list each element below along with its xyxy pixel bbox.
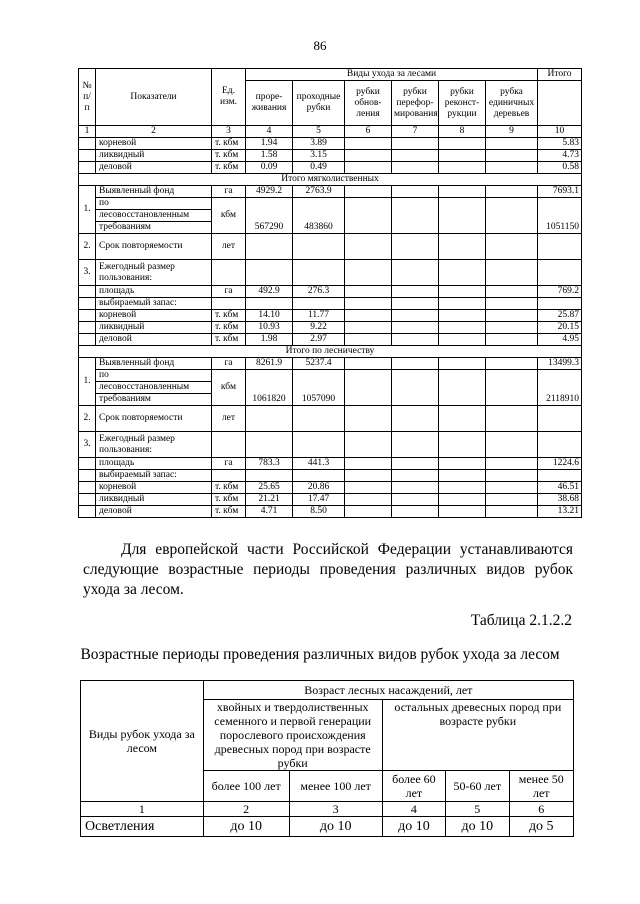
- table-cell: [439, 260, 486, 286]
- index-cell: 5: [446, 802, 509, 817]
- table-cell: [345, 370, 392, 406]
- table-cell: 9.22: [293, 322, 345, 334]
- table-cell: Срок повторяемости: [96, 234, 212, 260]
- table-cell: 2.: [79, 234, 96, 260]
- table-cell: 783.3: [246, 458, 293, 470]
- table-cell: [345, 150, 392, 162]
- table-cell: [392, 286, 439, 298]
- table-cell: [392, 458, 439, 470]
- table-cell: ликвидный: [96, 322, 212, 334]
- table-cell: [439, 432, 486, 458]
- table-cell: 1051150: [538, 198, 582, 234]
- table-cell: [345, 494, 392, 506]
- table-cell: [345, 334, 392, 346]
- table-cell: [392, 506, 439, 518]
- table-cell: га: [212, 358, 246, 370]
- table-cell: 8: [439, 126, 486, 138]
- table-cell: 4929.2: [246, 186, 293, 198]
- table-cell: [345, 432, 392, 458]
- table-cell: [392, 494, 439, 506]
- table-cell: [486, 506, 538, 518]
- table-cell: [345, 358, 392, 370]
- body-paragraph: Для европейской части Российской Федерации устанавливаются следующие возрастные периоды проведения различных видов рубок ухода за лесом.: [83, 541, 573, 598]
- table-cell: кбм: [212, 370, 246, 406]
- table-cell: [79, 286, 96, 298]
- table-cell: [439, 286, 486, 298]
- table-cell: [246, 234, 293, 260]
- table-cell: [538, 234, 582, 260]
- table-cell: т. кбм: [212, 310, 246, 322]
- column-header: рубки перефор- мирования: [392, 81, 439, 126]
- table-cell: [439, 334, 486, 346]
- table-cell: [79, 310, 96, 322]
- table-cell: [345, 406, 392, 432]
- table-cell: Ежегодный размер пользования:: [96, 260, 212, 286]
- table-cell: [345, 322, 392, 334]
- table-cell: [392, 370, 439, 406]
- table-cell: 14.10: [246, 310, 293, 322]
- table-cell: 10.93: [246, 322, 293, 334]
- table-cell: [439, 470, 486, 482]
- table-cell: [486, 406, 538, 432]
- table-cell: 2118910: [538, 370, 582, 406]
- table-cell: [486, 198, 538, 234]
- table-cell: [79, 322, 96, 334]
- table-cell: [79, 506, 96, 518]
- table-cell: [345, 186, 392, 198]
- table-cell: 20.15: [538, 322, 582, 334]
- table-cell: [392, 310, 439, 322]
- table-cell: [486, 286, 538, 298]
- table-cell: [345, 198, 392, 234]
- table-cell: [538, 298, 582, 310]
- table-cell: 38.68: [538, 494, 582, 506]
- table-cell: [439, 322, 486, 334]
- table-cell: 17.47: [293, 494, 345, 506]
- table-cell: [439, 310, 486, 322]
- kinds-header: Виды рубок ухода за лесом: [81, 681, 204, 802]
- index-cell: 6: [509, 802, 574, 817]
- table-cell: [439, 406, 486, 432]
- table-cell: [486, 494, 538, 506]
- table-cell: [345, 138, 392, 150]
- table-cell: 13.21: [538, 506, 582, 518]
- table-cell: Ежегодный размер пользования:: [96, 432, 212, 458]
- table-cell: лесовосстановленным: [96, 382, 212, 394]
- column-header: проре- живания: [246, 81, 293, 126]
- table-cell: т. кбм: [212, 322, 246, 334]
- table-cell: [486, 482, 538, 494]
- table-cell: [212, 470, 246, 482]
- value-cell: до 10: [446, 817, 509, 837]
- column-header: проходные рубки: [293, 81, 345, 126]
- table-cell: 46.51: [538, 482, 582, 494]
- table-cell: по: [96, 370, 212, 382]
- table-cell: 1061820: [246, 370, 293, 406]
- table-cell: 7693.1: [538, 186, 582, 198]
- table-cell: [486, 260, 538, 286]
- table-cell: 1: [79, 126, 96, 138]
- table-cell: 0.49: [293, 162, 345, 174]
- table-cell: лет: [212, 234, 246, 260]
- table-cell: 3.: [79, 432, 96, 458]
- table-cell: [79, 482, 96, 494]
- table-cell: Срок повторяемости: [96, 406, 212, 432]
- table-cell: [392, 406, 439, 432]
- table-cell: 5: [293, 126, 345, 138]
- table-cell: [246, 298, 293, 310]
- table-cell: [293, 432, 345, 458]
- table-cell: 1224.6: [538, 458, 582, 470]
- table-cell: Виды ухода за лесами: [246, 69, 538, 81]
- age-periods-table: [80, 680, 574, 837]
- table-cell: [79, 334, 96, 346]
- age-header: Возраст лесных насаждений, лет: [203, 681, 573, 700]
- table-cell: [392, 138, 439, 150]
- table-cell: 492.9: [246, 286, 293, 298]
- table-cell: 2763.9: [293, 186, 345, 198]
- sub-header: менее 50 лет: [509, 771, 574, 802]
- table-cell: [293, 234, 345, 260]
- table-cell: 1.94: [246, 138, 293, 150]
- table-cell: [538, 432, 582, 458]
- table-cell: [538, 81, 582, 126]
- table-cell: [345, 458, 392, 470]
- table-cell: т. кбм: [212, 334, 246, 346]
- table-cell: [538, 406, 582, 432]
- table-cell: Итого: [538, 69, 582, 81]
- table-cell: 5237.4: [293, 358, 345, 370]
- table-cell: требованиям: [96, 222, 212, 234]
- table-cell: [246, 432, 293, 458]
- table-cell: [79, 458, 96, 470]
- value-cell: до 10: [382, 817, 445, 837]
- table-cell: [439, 506, 486, 518]
- table-cell: 3.15: [293, 150, 345, 162]
- index-cell: 3: [289, 802, 382, 817]
- table-cell: [212, 298, 246, 310]
- sub-header: менее 100 лет: [289, 771, 382, 802]
- group2-header: остальных древесных пород при возрасте рубки: [382, 700, 573, 771]
- table-cell: 1.: [79, 358, 96, 406]
- table-cell: 8261.9: [246, 358, 293, 370]
- table-cell: 4.73: [538, 150, 582, 162]
- table-cell: [345, 260, 392, 286]
- table-cell: [439, 482, 486, 494]
- table-cell: [392, 198, 439, 234]
- table-cell: 1057090: [293, 370, 345, 406]
- table-cell: т. кбм: [212, 482, 246, 494]
- table-cell: 483860: [293, 198, 345, 234]
- table-cell: 25.65: [246, 482, 293, 494]
- table-cell: кбм: [212, 198, 246, 234]
- table-cell: [538, 260, 582, 286]
- table-cell: [392, 150, 439, 162]
- table-cell: 2.: [79, 406, 96, 432]
- table-cell: ликвидный: [96, 150, 212, 162]
- table-cell: [486, 234, 538, 260]
- table-cell: 6: [345, 126, 392, 138]
- table-cell: [293, 298, 345, 310]
- table-cell: [345, 470, 392, 482]
- table-cell: [392, 470, 439, 482]
- sub-header: 50-60 лет: [446, 771, 509, 802]
- table-number: Таблица 2.1.2.2: [470, 612, 572, 629]
- index-cell: 1: [81, 802, 204, 817]
- table-cell: ликвидный: [96, 494, 212, 506]
- table-cell: [79, 162, 96, 174]
- table-cell: [439, 358, 486, 370]
- table-cell: [79, 138, 96, 150]
- table-cell: 276.3: [293, 286, 345, 298]
- table-cell: [345, 298, 392, 310]
- table-cell: т. кбм: [212, 138, 246, 150]
- table-cell: 567290: [246, 198, 293, 234]
- table-cell: [246, 406, 293, 432]
- table-cell: 1.: [79, 186, 96, 234]
- table-cell: [392, 162, 439, 174]
- table-cell: т. кбм: [212, 494, 246, 506]
- table-caption: Возрастные периоды проведения различных видов рубок ухода за лесом: [80, 646, 560, 663]
- table-cell: 4: [246, 126, 293, 138]
- table-cell: площадь: [96, 458, 212, 470]
- table-cell: [79, 150, 96, 162]
- table-cell: корневой: [96, 138, 212, 150]
- table-cell: 1.58: [246, 150, 293, 162]
- table-cell: 9: [486, 126, 538, 138]
- table-cell: [486, 186, 538, 198]
- sub-header: более 100 лет: [203, 771, 289, 802]
- table-cell: [392, 322, 439, 334]
- table-cell: площадь: [96, 286, 212, 298]
- table-cell: [486, 370, 538, 406]
- value-cell: до 5: [509, 817, 574, 837]
- table-cell: [486, 358, 538, 370]
- table-cell: [246, 260, 293, 286]
- felling-volume-table: [78, 68, 582, 518]
- table-cell: № п/п: [79, 69, 96, 126]
- table-cell: [439, 494, 486, 506]
- table-cell: [486, 298, 538, 310]
- table-cell: 3.: [79, 260, 96, 286]
- index-cell: 4: [382, 802, 445, 817]
- column-header: рубки обнов- ления: [345, 81, 392, 126]
- table-cell: [439, 234, 486, 260]
- table-cell: 0.58: [538, 162, 582, 174]
- table-cell: [212, 432, 246, 458]
- table-cell: 4.71: [246, 506, 293, 518]
- table-cell: Ед. изм.: [212, 69, 246, 126]
- table-cell: [212, 260, 246, 286]
- table-cell: [486, 138, 538, 150]
- table-cell: требованиям: [96, 394, 212, 406]
- table-cell: 25.87: [538, 310, 582, 322]
- page-number: 86: [313, 38, 327, 53]
- column-header: рубки реконст- рукции: [439, 81, 486, 126]
- table-cell: 2: [96, 126, 212, 138]
- table-cell: 10: [538, 126, 582, 138]
- table-cell: Выявленный фонд: [96, 358, 212, 370]
- table-cell: деловой: [96, 506, 212, 518]
- table-cell: [392, 432, 439, 458]
- table-cell: деловой: [96, 162, 212, 174]
- table-cell: Показатели: [96, 69, 212, 126]
- table-cell: [345, 286, 392, 298]
- table-cell: [486, 322, 538, 334]
- table-cell: 21.21: [246, 494, 293, 506]
- value-cell: до 10: [289, 817, 382, 837]
- table-cell: корневой: [96, 482, 212, 494]
- table-cell: выбираемый запас:: [96, 470, 212, 482]
- table-cell: 4.95: [538, 334, 582, 346]
- table-cell: [486, 432, 538, 458]
- table-cell: [79, 494, 96, 506]
- table-cell: [439, 298, 486, 310]
- table-cell: выбираемый запас:: [96, 298, 212, 310]
- table-cell: Выявленный фонд: [96, 186, 212, 198]
- table-cell: 7: [392, 126, 439, 138]
- column-header: рубка единичных деревьев: [486, 81, 538, 126]
- table-cell: [486, 150, 538, 162]
- table-cell: т. кбм: [212, 162, 246, 174]
- table-cell: [79, 470, 96, 482]
- table-cell: га: [212, 186, 246, 198]
- table-cell: [486, 470, 538, 482]
- value-cell: до 10: [203, 817, 289, 837]
- table-cell: [79, 298, 96, 310]
- table-cell: [486, 334, 538, 346]
- table-cell: т. кбм: [212, 506, 246, 518]
- table-cell: [439, 458, 486, 470]
- table-cell: [345, 234, 392, 260]
- table-cell: [439, 186, 486, 198]
- table-cell: [293, 406, 345, 432]
- table-cell: [293, 260, 345, 286]
- table-cell: га: [212, 286, 246, 298]
- table-cell: 3: [212, 126, 246, 138]
- table-cell: 1.98: [246, 334, 293, 346]
- table-cell: [345, 310, 392, 322]
- table-cell: [392, 234, 439, 260]
- table-cell: [439, 150, 486, 162]
- table-cell: по: [96, 198, 212, 210]
- table-cell: [392, 298, 439, 310]
- table-cell: Итого по лесничеству: [79, 346, 582, 358]
- table-cell: [345, 506, 392, 518]
- table-cell: [392, 186, 439, 198]
- table-cell: [293, 470, 345, 482]
- table-cell: 769.2: [538, 286, 582, 298]
- table-cell: [439, 198, 486, 234]
- table-cell: [439, 162, 486, 174]
- group1-header: хвойных и твердолиственных семенного и первой генерации порослевого происхождения древесных пород при возрасте рубки: [203, 700, 382, 771]
- table-cell: 2.97: [293, 334, 345, 346]
- table-cell: [392, 334, 439, 346]
- table-cell: [439, 138, 486, 150]
- table-cell: т. кбм: [212, 150, 246, 162]
- table-cell: 5.83: [538, 138, 582, 150]
- table-cell: [486, 458, 538, 470]
- index-cell: 2: [203, 802, 289, 817]
- table-cell: 0.09: [246, 162, 293, 174]
- table-cell: [538, 470, 582, 482]
- table-cell: 11.77: [293, 310, 345, 322]
- table-cell: 3.89: [293, 138, 345, 150]
- table-cell: 441.3: [293, 458, 345, 470]
- table-cell: [246, 470, 293, 482]
- row-label: Осветления: [81, 817, 204, 837]
- table-cell: [345, 162, 392, 174]
- table-cell: [345, 482, 392, 494]
- table-cell: 8.50: [293, 506, 345, 518]
- table-cell: [392, 482, 439, 494]
- table-cell: лесовосстановленным: [96, 210, 212, 222]
- table-cell: га: [212, 458, 246, 470]
- table-cell: Итого мягколиственных: [79, 174, 582, 186]
- table-cell: [392, 358, 439, 370]
- table-cell: [486, 310, 538, 322]
- table-cell: 20.86: [293, 482, 345, 494]
- sub-header: более 60 лет: [382, 771, 445, 802]
- table-cell: [392, 260, 439, 286]
- table-cell: 13499.3: [538, 358, 582, 370]
- table-cell: деловой: [96, 334, 212, 346]
- table-cell: лет: [212, 406, 246, 432]
- table-cell: [486, 162, 538, 174]
- table-cell: [439, 370, 486, 406]
- table-cell: корневой: [96, 310, 212, 322]
